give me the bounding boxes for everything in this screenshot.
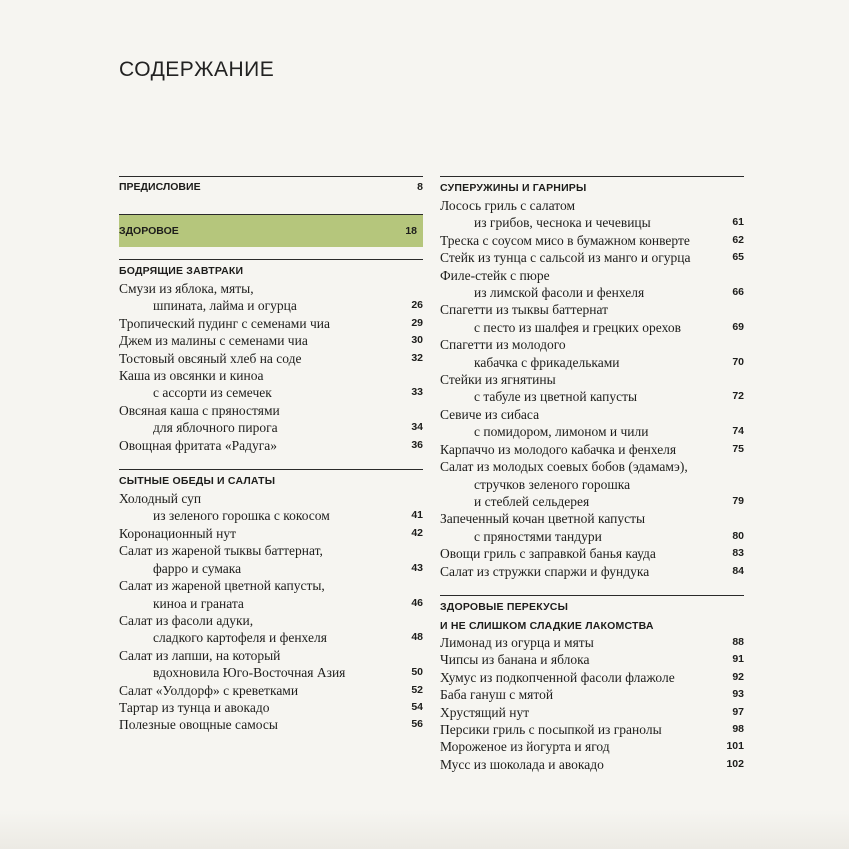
entry-page-number: 46 <box>411 596 423 609</box>
entry-title: Каша из овсянки и киноа <box>119 368 264 384</box>
entry-page-number: 84 <box>732 564 744 577</box>
entry-page-number: 48 <box>411 631 423 644</box>
entry-page-number: 75 <box>732 442 744 455</box>
toc-entry-line <box>440 756 744 773</box>
entry-title: Спагетти из молодого <box>440 337 566 353</box>
toc-entry-line <box>119 402 423 419</box>
entry-page-number: 54 <box>411 700 423 713</box>
entry-title: Спагетти из тыквы баттернат <box>440 302 609 318</box>
toc-entry-line <box>440 721 744 738</box>
preface-page: 8 <box>417 181 423 193</box>
entry-page-number: 88 <box>732 635 744 648</box>
page-title: СОДЕРЖАНИЕ <box>119 58 275 81</box>
healthy-page: 18 <box>405 225 417 237</box>
toc-entry-line <box>440 284 744 301</box>
toc-entry-line <box>440 301 744 318</box>
entry-title: Стейки из ягнятины <box>440 372 556 388</box>
entry-page-number: 91 <box>732 653 744 666</box>
entry-title: из лимской фасоли и фенхеля <box>474 285 645 301</box>
entry-title: Коронационный нут <box>119 525 236 541</box>
entry-title: Тостовый овсяный хлеб на соде <box>119 350 302 366</box>
entry-title: Овощная фритата «Радуга» <box>119 437 277 453</box>
toc-entry-line <box>440 493 744 510</box>
toc-entry-line <box>119 682 423 699</box>
toc-entry-line <box>440 319 744 336</box>
entry-title: Тропический пудинг с семенами чиа <box>119 315 330 331</box>
entry-title: вдохновила Юго-Восточная Азия <box>153 665 346 681</box>
toc-section <box>440 595 744 773</box>
entry-page-number: 92 <box>732 670 744 683</box>
entry-title: с табуле из цветной капусты <box>474 389 638 405</box>
entry-page-number: 30 <box>411 334 423 347</box>
entry-page-number: 98 <box>732 722 744 735</box>
entry-page-number: 72 <box>732 390 744 403</box>
toc-entry-line <box>119 332 423 349</box>
entry-title: Запеченный кочан цветной капусты <box>440 511 646 527</box>
entry-title: кабачка с фрикадельками <box>474 354 620 370</box>
entry-title: Хумус из подкопченной фасоли флажоле <box>440 669 675 685</box>
toc-entry-line <box>440 545 744 562</box>
entry-page-number: 29 <box>411 316 423 329</box>
toc-entry-line <box>440 197 744 214</box>
entry-title: Мороженое из йогурта и ягод <box>440 739 610 755</box>
toc-entry-line <box>119 525 423 542</box>
entry-title: Баба гануш с мятой <box>440 687 554 703</box>
entry-page-number: 52 <box>411 683 423 696</box>
toc-section <box>119 469 423 734</box>
toc-entry-line <box>440 686 744 703</box>
entry-title: с помидором, лимоном и чили <box>474 424 649 440</box>
entry-page-number: 69 <box>732 320 744 333</box>
entry-title: Салат «Уолдорф» с креветками <box>119 682 299 698</box>
entry-page-number: 65 <box>732 251 744 264</box>
entry-title: Овощи гриль с заправкой банья кауда <box>440 546 656 562</box>
entry-title: с ассорти из семечек <box>153 385 272 401</box>
entry-title: Джем из малины с семенами чиа <box>119 333 308 349</box>
toc-entry-line <box>440 563 744 580</box>
toc-entry-line <box>440 232 744 249</box>
toc-entry-line <box>119 315 423 332</box>
entry-title: Стейк из тунца с сальсой из манго и огурца <box>440 250 691 266</box>
entry-title: стручков зеленого горошка <box>474 476 631 492</box>
toc-entry-line <box>119 419 423 436</box>
entry-title: Персики гриль с посыпкой из гранолы <box>440 721 662 737</box>
toc-entry-line <box>440 510 744 527</box>
toc-entry-line <box>440 441 744 458</box>
toc-entry-line <box>119 595 423 612</box>
entry-title: Севиче из сибаса <box>440 406 540 422</box>
entry-page-number: 34 <box>411 421 423 434</box>
section-heading: СЫТНЫЕ ОБЕДЫ И САЛАТЫ <box>119 475 276 488</box>
entry-page-number: 41 <box>411 509 423 522</box>
entry-title: Салат из жареной тыквы баттернат, <box>119 543 323 559</box>
toc-entry-line <box>440 336 744 353</box>
toc-entry-line <box>119 542 423 559</box>
entry-page-number: 66 <box>732 286 744 299</box>
entry-title: Хрустящий нут <box>440 704 530 720</box>
entry-title: Лимонад из огурца и мяты <box>440 634 594 650</box>
entry-title: киноа и граната <box>153 595 244 611</box>
entry-title: Салат из жареной цветной капусты, <box>119 578 325 594</box>
toc-entry-line <box>119 507 423 524</box>
toc-entry-line <box>119 560 423 577</box>
entry-page-number: 42 <box>411 526 423 539</box>
page-edge-shadow <box>0 809 849 849</box>
entry-title: Овсяная каша с пряностями <box>119 402 280 418</box>
toc-entry-line <box>440 528 744 545</box>
toc-entry-line <box>440 354 744 371</box>
toc-entry-line <box>440 388 744 405</box>
toc-entry-line <box>440 704 744 721</box>
entry-page-number: 102 <box>726 757 744 770</box>
section-heading: БОДРЯЩИЕ ЗАВТРАКИ <box>119 265 244 277</box>
toc-entry-line <box>119 280 423 297</box>
entry-page-number: 70 <box>732 355 744 368</box>
entry-title: Тартар из тунца и авокадо <box>119 699 270 715</box>
toc-section <box>119 259 423 454</box>
entry-page-number: 56 <box>411 718 423 731</box>
toc-entry-line <box>440 458 744 475</box>
entry-title: Карпаччо из молодого кабачка и фенхеля <box>440 441 677 457</box>
section-heading: ЗДОРОВЫЕ ПЕРЕКУСЫ <box>440 600 569 613</box>
entry-title: с пряностями тандури <box>474 528 602 544</box>
healthy-label: ЗДОРОВОЕ <box>119 225 179 237</box>
toc-entry-line <box>119 664 423 681</box>
entry-page-number: 36 <box>411 438 423 451</box>
entry-title: Салат из молодых соевых бобов (эдамамэ), <box>440 459 688 475</box>
toc-entry-line <box>440 738 744 755</box>
toc-entry-line <box>440 406 744 423</box>
toc-entry-line <box>119 384 423 401</box>
entry-title: из грибов, чеснока и чечевицы <box>474 215 651 231</box>
entry-title: шпината, лайма и огурца <box>153 298 297 314</box>
toc-entry-line <box>119 577 423 594</box>
entry-page-number: 74 <box>732 425 744 438</box>
entry-page-number: 26 <box>411 299 423 312</box>
entry-title: Холодный суп <box>119 491 202 507</box>
entry-page-number: 43 <box>411 561 423 574</box>
entry-title: Смузи из яблока, мяты, <box>119 281 254 296</box>
toc-entry-line <box>440 651 744 668</box>
entry-page-number: 79 <box>732 494 744 507</box>
section-heading: И НЕ СЛИШКОМ СЛАДКИЕ ЛАКОМСТВА <box>440 619 654 632</box>
preface-label: ПРЕДИСЛОВИЕ <box>119 181 201 193</box>
toc-right-column <box>440 176 744 788</box>
toc-entry-line <box>119 716 423 733</box>
section-heading: СУПЕРУЖИНЫ И ГАРНИРЫ <box>440 182 587 194</box>
preface-entry <box>119 176 423 199</box>
entry-title: с песто из шалфея и грецких орехов <box>474 319 681 335</box>
toc-entry-line <box>440 634 744 651</box>
entry-title: Треска с соусом мисо в бумажном конверте <box>440 232 690 248</box>
toc-entry-line <box>440 267 744 284</box>
entry-title: фарро и сумака <box>153 560 242 576</box>
toc-entry-line <box>119 647 423 664</box>
entry-title: и стеблей сельдерея <box>474 493 590 509</box>
healthy-part-banner <box>119 214 423 247</box>
entry-page-number: 80 <box>732 529 744 542</box>
toc-section <box>440 176 744 580</box>
entry-title: Филе-стейк с пюре <box>440 267 550 283</box>
entry-page-number: 32 <box>411 351 423 364</box>
entry-title: из зеленого горошка с кокосом <box>153 508 330 524</box>
toc-entry-line <box>440 423 744 440</box>
entry-page-number: 83 <box>732 547 744 560</box>
entry-page-number: 93 <box>732 688 744 701</box>
toc-entry-line <box>119 297 423 314</box>
entry-page-number: 101 <box>726 740 744 753</box>
toc-entry-line <box>119 699 423 716</box>
entry-page-number: 50 <box>411 666 423 679</box>
entry-page-number: 62 <box>732 233 744 246</box>
entry-title: Мусс из шоколада и авокадо <box>440 756 604 772</box>
entry-title: Салат из стружки спаржи и фундука <box>440 563 650 579</box>
toc-entry-line <box>119 490 423 507</box>
toc-entry-line <box>440 371 744 388</box>
toc-entry-line <box>119 629 423 646</box>
toc-entry-line <box>440 669 744 686</box>
entry-title: Чипсы из банана и яблока <box>440 652 590 668</box>
entry-page-number: 97 <box>732 705 744 718</box>
toc-entry-line <box>119 350 423 367</box>
entry-title: для яблочного пирога <box>153 420 278 436</box>
entry-title: Лосось гриль с салатом <box>440 198 576 213</box>
toc-entry-line <box>440 249 744 266</box>
toc-entry-line <box>440 214 744 231</box>
entry-page-number: 33 <box>411 386 423 399</box>
toc-entry-line <box>119 437 423 454</box>
toc-entry-line <box>440 476 744 493</box>
entry-page-number: 61 <box>732 216 744 229</box>
entry-title: Полезные овощные самосы <box>119 717 278 733</box>
entry-title: сладкого картофеля и фенхеля <box>153 630 327 646</box>
entry-title: Салат из фасоли адуки, <box>119 612 254 628</box>
toc-entry-line <box>119 612 423 629</box>
toc-entry-line <box>119 367 423 384</box>
toc-left-column <box>119 176 423 749</box>
entry-title: Салат из лапши, на который <box>119 647 281 663</box>
